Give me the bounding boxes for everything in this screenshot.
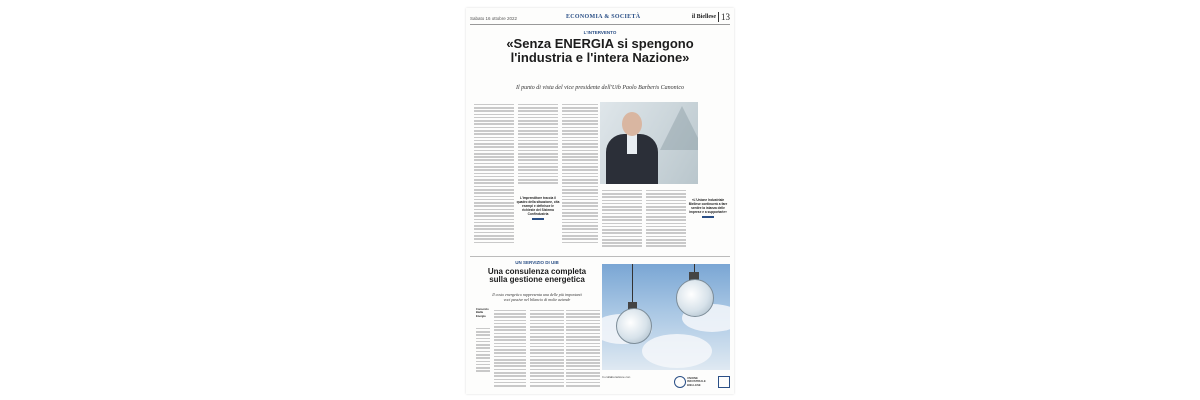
uib-logo-icon xyxy=(674,376,686,388)
article-headline xyxy=(474,37,726,64)
article-headline xyxy=(474,268,600,285)
text-column xyxy=(474,102,514,252)
text-column xyxy=(518,102,558,190)
headline-line: l'industria e l'intera Nazione» xyxy=(510,49,690,65)
sidebox-text xyxy=(476,326,490,390)
deck-line: Il costo energetico rappresenta una delle più importanti xyxy=(492,292,582,297)
uib-logo xyxy=(674,375,730,389)
newspaper-page xyxy=(466,8,734,394)
text-column xyxy=(646,188,686,252)
headline-line: sulla gestione energetica xyxy=(489,275,585,285)
lightbulbs-photo xyxy=(602,264,730,370)
text-column xyxy=(530,308,564,390)
page-number: 13 xyxy=(718,12,730,22)
person-head xyxy=(622,112,642,136)
logo-text: UNIONE INDUSTRIALE BIELLESE xyxy=(687,376,706,387)
newspaper-name: il Biellese xyxy=(691,14,716,20)
article-kicker: L'INTERVENTO xyxy=(583,30,617,35)
person-shirt xyxy=(627,134,637,154)
sidebox-title: Consorzio Biella Energia xyxy=(476,308,489,318)
headline-line: «Senza ENERGIA si spengono xyxy=(506,36,694,51)
text-column xyxy=(602,188,642,252)
lightbulb-icon xyxy=(616,308,652,344)
lightbulb-icon xyxy=(676,279,714,317)
collaboration-note: In collaborazione con xyxy=(602,375,631,379)
headline-line: Una consulenza completa xyxy=(487,267,587,276)
article-kicker: UN SERVIZIO DI UIB xyxy=(515,260,559,265)
article-deck: Il punto di vista del vice presidente dell'Uib Paolo Barberis Canonico xyxy=(515,85,685,91)
issue-date: Sabato 16 ottobre 2022 xyxy=(470,16,518,21)
portrait-photo xyxy=(600,102,698,184)
text-column xyxy=(562,102,598,252)
pull-quote: L'imprenditore traccia il quadro della situazione, cita esempi e definisce le richieste del Sistema Confindustria xyxy=(516,196,560,220)
logo-triangle-icon xyxy=(660,106,698,150)
text-column xyxy=(566,308,600,390)
article-deck xyxy=(474,292,600,302)
partner-logo-icon xyxy=(718,376,730,388)
pull-quote: «L'Unione Industriale Biellese continuerà a fare sentire la istanza delle imprese e a supportarle» xyxy=(688,198,728,218)
text-column xyxy=(494,308,526,390)
deck-line: voci passive nel bilancio di molte aziende xyxy=(503,297,571,302)
section-divider xyxy=(470,256,730,257)
section-title: ECONOMIA & SOCIETÀ xyxy=(566,14,641,20)
page-header xyxy=(470,12,730,25)
